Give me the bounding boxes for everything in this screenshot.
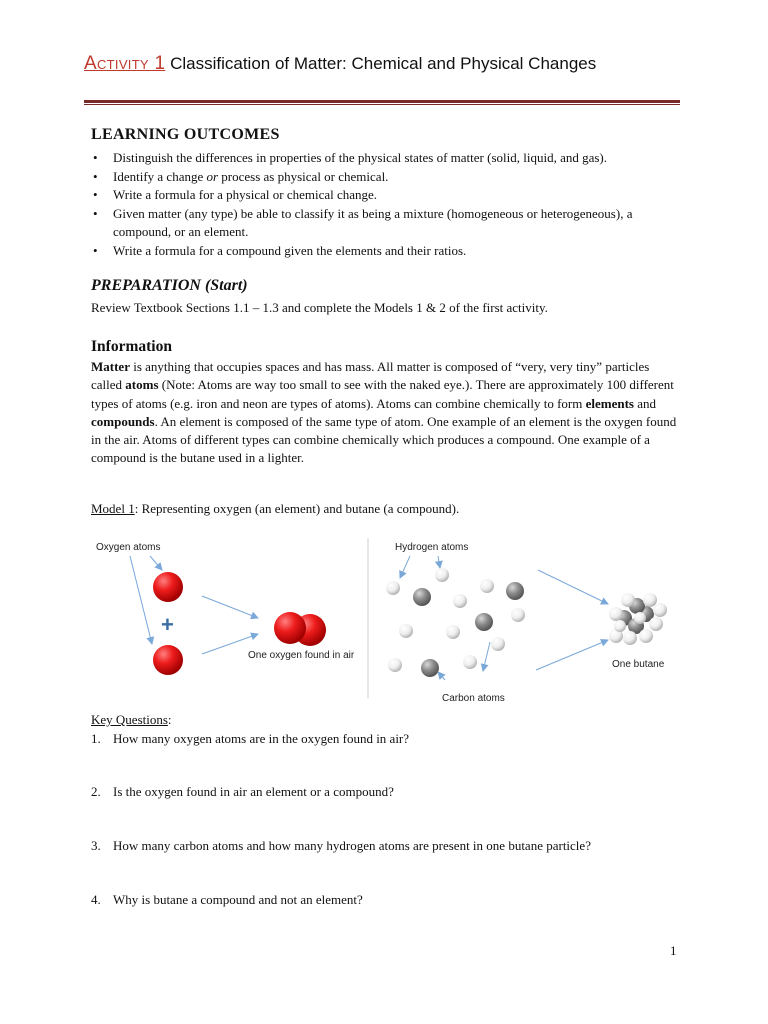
oxygen-atoms-label: Oxygen atoms bbox=[96, 542, 161, 553]
hydrogen-atom bbox=[614, 620, 626, 632]
hydrogen-atom bbox=[643, 593, 657, 607]
preparation-text: Review Textbook Sections 1.1 – 1.3 and complete the Models 1 & 2 of the first activity. bbox=[91, 300, 548, 315]
arrow bbox=[483, 642, 490, 671]
question-2 bbox=[91, 784, 394, 800]
term-compounds: compounds bbox=[91, 413, 155, 429]
info-text-part: is anything that occupies spaces and has mass. All matter is composed of “very, very tiny” particles called bbox=[91, 359, 650, 393]
plus-icon: + bbox=[161, 612, 174, 637]
information-heading: Information bbox=[91, 338, 172, 355]
info-text-part: and bbox=[633, 395, 656, 411]
hydrogen-atom bbox=[653, 603, 667, 617]
one-butane-label: One butane bbox=[612, 659, 665, 670]
question-number: 4. bbox=[91, 892, 101, 907]
hydrogen-atom bbox=[639, 629, 653, 643]
hydrogen-atom bbox=[480, 579, 494, 593]
hydrogen-atom bbox=[446, 625, 460, 639]
arrow bbox=[202, 596, 258, 618]
carbon-atom bbox=[413, 588, 431, 606]
arrow bbox=[536, 640, 608, 670]
hydrogen-atom bbox=[649, 617, 663, 631]
page-number: 1 bbox=[670, 943, 677, 958]
arrow bbox=[150, 556, 162, 570]
list-item: • Write a formula for a compound given the elements and their ratios. bbox=[91, 242, 691, 261]
carbon-atom bbox=[506, 582, 524, 600]
list-item: • Write a formula for a physical or chemical change. bbox=[91, 186, 691, 205]
hydrogen-atom bbox=[435, 568, 449, 582]
arrow bbox=[438, 672, 445, 680]
arrow bbox=[438, 556, 440, 568]
carbon-atoms-label: Carbon atoms bbox=[442, 693, 505, 704]
arrow bbox=[538, 570, 608, 604]
list-item: • Distinguish the differences in properties of the physical states of matter (solid, liquid, and gas). bbox=[91, 149, 691, 168]
hydrogen-atom bbox=[386, 581, 400, 595]
key-questions-heading bbox=[91, 712, 172, 728]
question-4 bbox=[91, 892, 363, 908]
one-oxygen-label: One oxygen found in air bbox=[248, 650, 355, 661]
term-matter: Matter bbox=[91, 359, 130, 374]
hydrogen-atom bbox=[609, 607, 623, 621]
hydrogen-atoms-label: Hydrogen atoms bbox=[395, 542, 469, 553]
activity-title-text: Classification of Matter: Chemical and Physical Changes bbox=[170, 54, 597, 73]
learning-outcomes-heading: LEARNING OUTCOMES bbox=[91, 126, 280, 143]
question-text: Is the oxygen found in air an element or a compound? bbox=[113, 784, 394, 799]
title-rule-thin bbox=[84, 104, 680, 105]
model-caption bbox=[91, 501, 459, 517]
hydrogen-atom bbox=[399, 624, 413, 638]
carbon-atom bbox=[475, 613, 493, 631]
oxygen-molecule-atom bbox=[274, 612, 306, 644]
carbon-atom bbox=[421, 659, 439, 677]
question-3 bbox=[91, 838, 591, 854]
model-text: : Representing oxygen (an element) and butane (a compound). bbox=[134, 501, 460, 516]
activity-label: Activity 1 bbox=[84, 53, 166, 74]
info-text-part: (Note: Atoms are way too small to see with the naked eye.). There are approximately 100 different types of atoms (e.g. iron and neon are types of atoms). Atoms can combine chemically to form bbox=[91, 377, 674, 411]
info-text-part: . An element is composed of the same type of atom. One example of an element is the oxygen found in the air. Atoms of different types can combine chemically which produces a compound. One example of a compound is the butane used in a lighter. bbox=[91, 413, 677, 466]
list-item: • Identify a change or process as physical or chemical. bbox=[91, 168, 691, 187]
hydrogen-atom bbox=[621, 593, 635, 607]
learning-outcomes-list bbox=[91, 149, 691, 261]
question-text: How many oxygen atoms are in the oxygen found in air? bbox=[113, 731, 410, 746]
butane-molecule bbox=[609, 593, 667, 645]
key-questions-colon: : bbox=[167, 712, 172, 727]
hydrogen-atom bbox=[463, 655, 477, 669]
question-text: How many carbon atoms and how many hydrogen atoms are present in one butane particle? bbox=[113, 838, 591, 853]
model-label: Model 1 bbox=[91, 501, 135, 516]
list-item: • Given matter (any type) be able to classify it as being a mixture (homogeneous or heterogeneous), a compound, or an element. bbox=[91, 205, 691, 242]
hydrogen-atom bbox=[511, 608, 525, 622]
question-text: Why is butane a compound and not an element? bbox=[113, 892, 363, 907]
arrow bbox=[130, 556, 152, 644]
hydrogen-atom bbox=[453, 594, 467, 608]
preparation-heading: PREPARATION (Start) bbox=[91, 277, 248, 294]
hydrogen-atom bbox=[623, 631, 637, 645]
hydrogen-atom bbox=[388, 658, 402, 672]
term-atoms: atoms bbox=[125, 377, 159, 393]
oxygen-atom bbox=[153, 645, 183, 675]
question-number: 1. bbox=[91, 731, 101, 746]
title-rule-thick bbox=[84, 100, 680, 103]
key-questions-label: Key Questions bbox=[91, 712, 168, 727]
hydrogen-atom bbox=[634, 612, 646, 624]
hydrogen-atom bbox=[491, 637, 505, 651]
information-paragraph bbox=[91, 358, 683, 468]
oxygen-atom bbox=[153, 572, 183, 602]
term-elements: elements bbox=[585, 395, 634, 411]
activity-title bbox=[84, 52, 684, 76]
question-number: 2. bbox=[91, 784, 101, 799]
question-number: 3. bbox=[91, 838, 101, 853]
arrow bbox=[400, 556, 410, 578]
model-figure bbox=[90, 534, 690, 710]
question-1 bbox=[91, 731, 409, 747]
